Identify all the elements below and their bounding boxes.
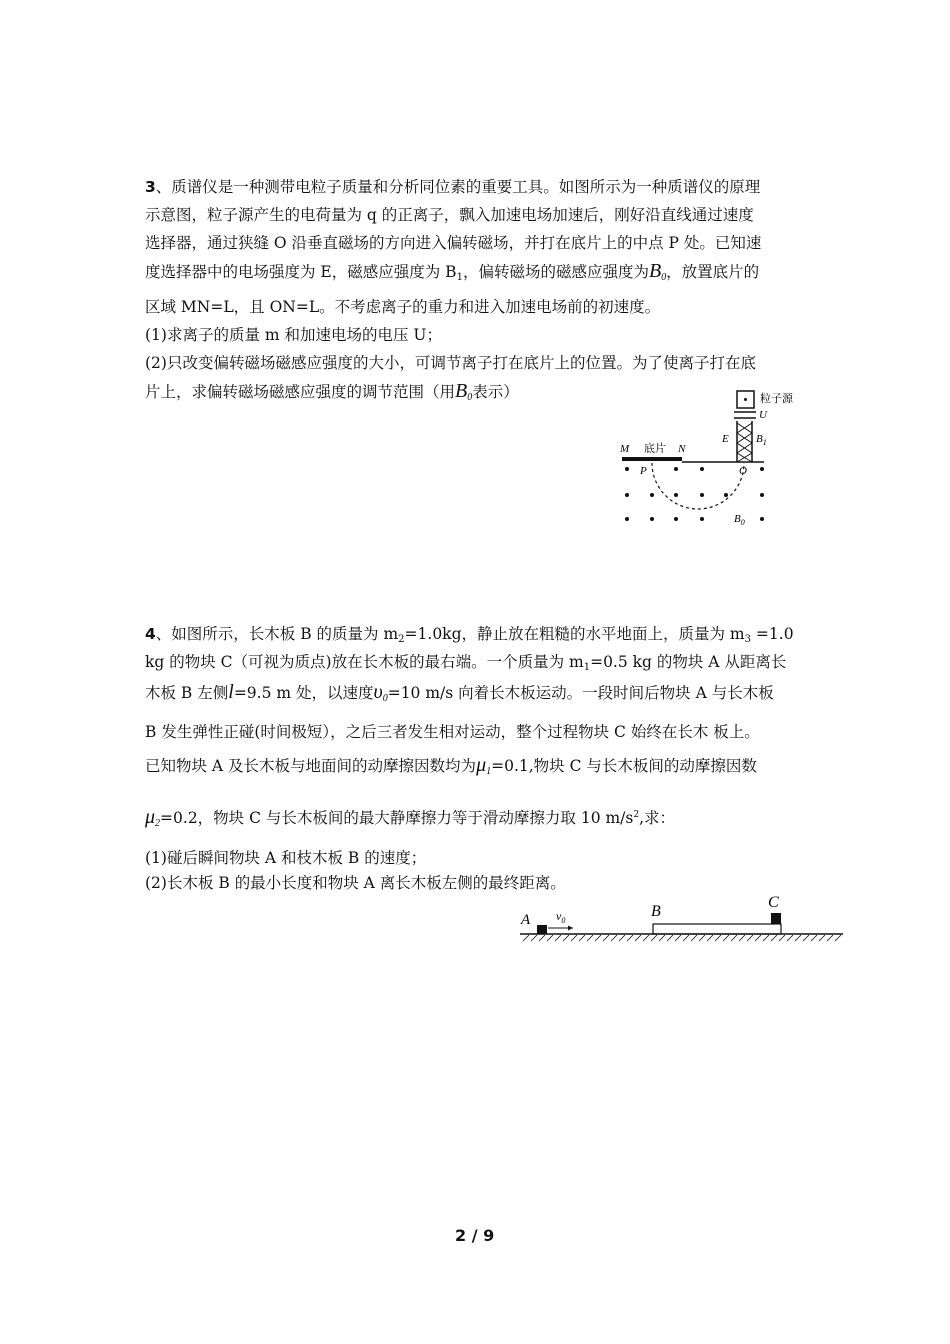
q4-line-5: 已知物块 A 及长木板与地面间的动摩擦因数均为$\mu_1=0.1$,物块 C 与长木板间的动摩擦因数 <box>145 754 757 777</box>
q4-line-8: (2)长木板 B 的最小长度和物块 A 离长木板左侧的最终距离。 <box>145 874 566 892</box>
q4-number: 4 <box>145 625 156 643</box>
mu2-symbol: $\mu_2$ <box>145 806 161 829</box>
particle-source-label: 粒子源 <box>760 392 793 405</box>
q3-line-7: (2)只改变偏转磁场磁感应强度的大小，可调节离子打在底片上的位置。为了使离子打在底 <box>145 354 756 372</box>
q3-line-1: 3、质谱仪是一种测带电粒子质量和分析同位素的重要工具。如图所示为一种质谱仪的原理 <box>145 178 761 196</box>
page-number: 2 / 9 <box>455 1226 495 1245</box>
block-C <box>771 913 781 924</box>
label-N: N <box>678 443 686 455</box>
b0-symbol-2: $B_0$ <box>455 380 473 403</box>
label-v0: $v_0$ <box>556 909 566 925</box>
label-B0: $B_0$ <box>734 513 745 527</box>
q3-line-5: 区域 MN=L，且 ON=L。不考虑离子的重力和进入加速电场前的初速度。 <box>145 298 661 316</box>
label-U: U <box>759 409 767 421</box>
q3-line-6: (1)求离子的质量 m 和加速电场的电压 U； <box>145 326 442 344</box>
v0-symbol: $\upsilon_0$ <box>373 681 388 704</box>
q3-line-3: 选择器，通过狭缝 O 沿垂直磁场的方向进入偏转磁场，并打在底片上的中点 P 处。已知速 <box>145 234 762 252</box>
q3-number: 3 <box>145 178 156 196</box>
label-B: B <box>651 903 661 920</box>
block-A <box>537 925 547 934</box>
board-blocks-figure <box>515 890 845 950</box>
label-O: O <box>739 465 747 477</box>
board-B <box>653 924 781 934</box>
label-M: M <box>620 443 630 455</box>
q3-line-4: 度选择器中的电场强度为 E，磁感应强度为 $B_1$，偏转磁场的磁感应强度为$B_0$，放置底片的 <box>145 260 760 283</box>
l-symbol: l <box>228 681 234 703</box>
q3-line-2: 示意图，粒子源产生的电荷量为 q 的正离子，飘入加速电场加速后，刚好沿直线通过速度 <box>145 206 754 224</box>
film-label: 底片 <box>644 442 666 455</box>
q4-line-6: $\mu_2=0.2$，物块 C 与长木板间的最大静摩擦力等于滑动摩擦力取 10 $m/s^2$,求： <box>145 806 676 829</box>
q4-line-1: 4、如图所示，长木板 B 的质量为 $m_2=1.0kg$，静止放在粗糙的水平地面上，质量为 $m_3 =1.0$ <box>145 625 794 645</box>
mu1-symbol: $\mu_1$ <box>476 754 492 777</box>
q3-line-8: 片上，求偏转磁场磁感应强度的调节范围（用$B_0$表示） <box>145 380 519 403</box>
q4-line-4: B 发生弹性正碰(时间极短），之后三者发生相对运动，整个过程物块 C 始终在长木 板上。 <box>145 723 760 741</box>
label-P: P <box>640 465 647 477</box>
b0-symbol: $B_0$ <box>648 260 667 283</box>
label-E: E <box>722 433 729 445</box>
mass-spectrometer-figure <box>612 385 793 530</box>
label-A: A <box>521 912 531 928</box>
q4-line-3: 木板 B 左侧l=9.5 m 处，以速度$\upsilon_0=10$ m/s 向着长木板运动。一段时间后物块 A 与长木板 <box>145 681 774 704</box>
label-B1: $B_1$ <box>756 433 767 447</box>
label-C: C <box>768 894 779 911</box>
q4-line-2: kg 的物块 C（可视为质点)放在长木板的最右端。一个质量为 $m_1=0.5$ kg 的物块 A 从距离长 <box>145 653 787 673</box>
q4-line-7: (1)碰后瞬间物块 A 和枝木板 B 的速度； <box>145 849 427 867</box>
